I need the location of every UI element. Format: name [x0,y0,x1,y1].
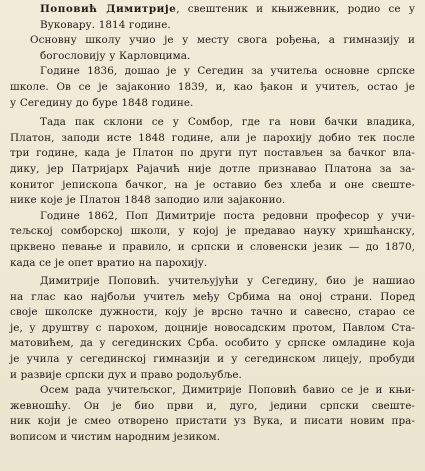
paragraph-5 [10,274,415,383]
text-line: када се је опет вратио на парохију. [10,256,208,269]
paragraph-6 [10,383,415,445]
text-line: ник који је смео отворено пристати уз Вука, и писати новим пра- [10,415,415,428]
text-line: богословију у Карловцима. [40,49,191,62]
text-line: на глас као најбољи учитељ међу Србима на оној страни. Поред [10,290,415,303]
text-line: дику, јер Патријарх Рајачић није дотле признавао Платона за за- [10,162,415,175]
paragraph-3 [10,115,415,209]
text-line: Вуковару. 1814 године. [40,18,171,31]
text-line: у Сегедину до буре 1848 године. [10,96,194,109]
text-line: је, у друштву с парохом, доцније новосадским протом, Павлом Ста- [10,321,415,334]
text-line: је учила у сегединској гимназији и у сегединском лицеју, пробуди [10,353,415,366]
text-line: Димитрије Поповић. учитељујући у Сегедину, био је нашиао [40,275,415,288]
text-line: три године, када је Платон по други пут постављен за бачког вла- [10,147,415,160]
text-line: Поповић Димитрије, свештеник и књижевник, родио се у [40,3,415,15]
paragraph-2 [10,64,415,111]
text-line: Године 1836, дошао је у Сегедин за учитеља основне српске [40,65,415,78]
text-line: црквено певање и правило, и српски и словенски језик — до 1870, [10,240,415,253]
text-line: Осем рада учитељског, Димитрије Поповић бавио се је и књи- [40,384,415,397]
text-line: Платон, заподи исте 1848 године, али је парохију добио тек после [10,131,415,144]
lead-name: Поповић Димитрије [40,3,177,15]
paragraph-4 [10,209,415,271]
text-line: тељској сомборској школи, у којој је предавао науку хришћанску, [10,225,415,238]
text-line: Тада пак склони се у Сомбор, где га нови бачки владика, [40,116,415,129]
text-line: Основну школу учио је у месту свога рођења, а гимназију и [30,34,415,47]
paragraph-1 [10,2,415,64]
text-line: и развије српски дух и право родољубље. [10,368,242,381]
text-line: жевношћу. Он је био први и, дуго, једини српски свеште- [10,399,415,412]
text-line: конитог јепископа бачког, на је оставио без хлеба и оне свеште- [10,178,415,191]
text-line: нике које је Платон 1848 заподио или зајаконио. [10,194,286,207]
text-line: своје школске дужности, коју је врсно тачно и савесно, старао се [10,306,415,319]
text-line: школе. Ов се је зајаконио 1839, и, као ђакон и учитељ, остао је [10,80,415,93]
text-line: Године 1862, Поп Димитрије поста редовни професор у учи- [40,209,415,222]
text-line: матовићем, да у сегединских Срба. особито у српске омладине која [10,337,415,350]
text-line: вописом и чистим народним језиком. [10,431,220,444]
